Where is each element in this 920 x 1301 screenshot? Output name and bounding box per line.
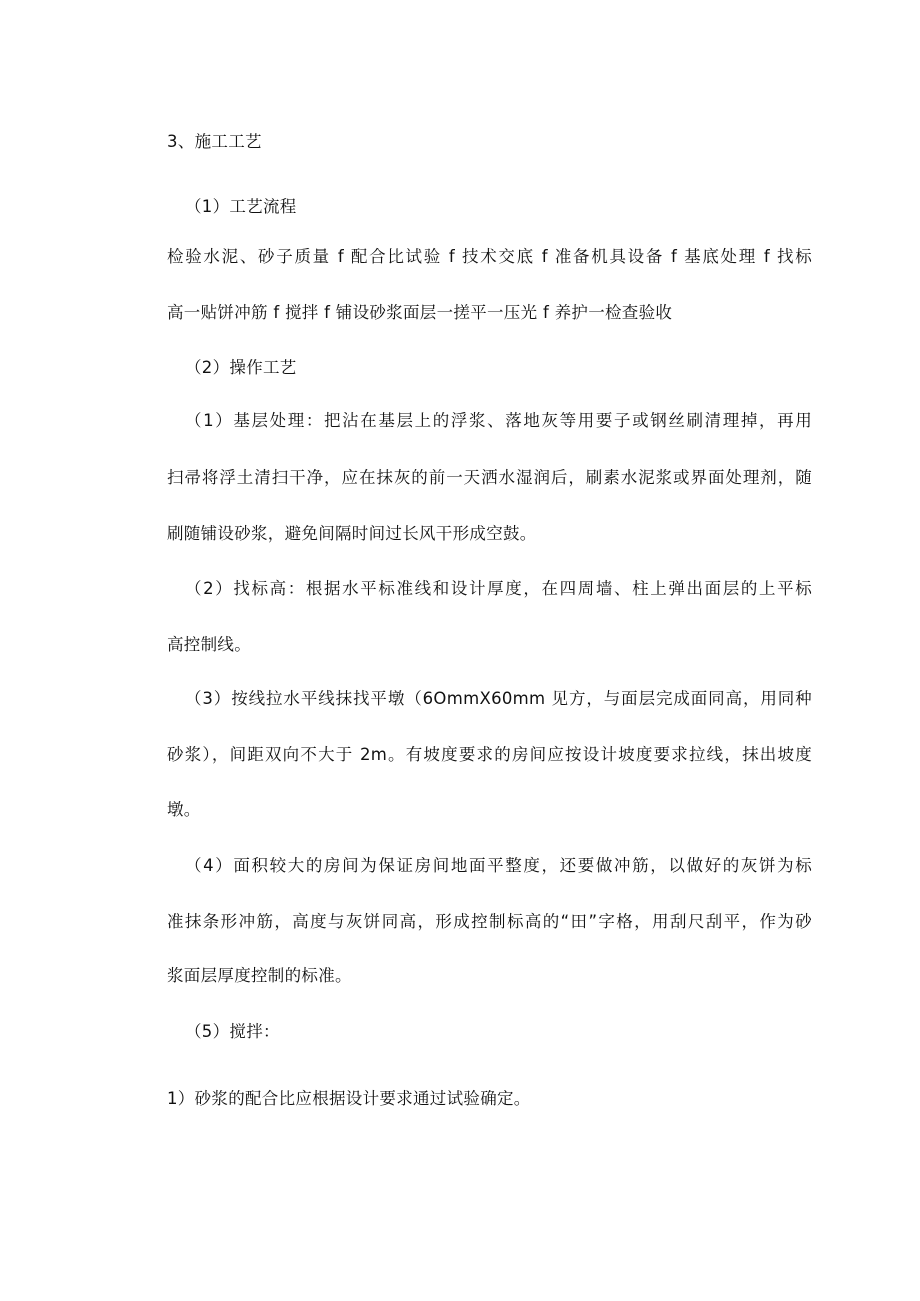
step-3-line: （3）按线拉水平线抹找平墩（6OmmX60mm 见方，与面层完成面同高，用同种 [185,689,812,708]
step-1-line: 扫帚将浮土清扫干净，应在抹灰的前一天洒水湿润后，刷素水泥浆或界面处理剂，随 [167,468,812,487]
process-flow-line: 高一贴饼冲筋 f 搅拌 f 铺设砂浆面层一搓平一压光 f 养护一检查验收 [167,303,673,322]
step-1-line: 刷随铺设砂浆，避免间隔时间过长风干形成空鼓。 [167,524,537,543]
step-4-line: 浆面层厚度控制的标准。 [167,966,352,985]
step-3-line: 墩。 [167,800,201,819]
process-flow-heading: （1）工艺流程 [185,197,297,216]
step-4-line: 准抹条形冲筋，高度与灰饼同高，形成控制标高的“田”字格，用刮尺刮平，作为砂 [167,912,812,931]
section-heading: 3、施工工艺 [167,132,262,151]
step-4-line: （4）面积较大的房间为保证房间地面平整度，还要做冲筋，以做好的灰饼为标 [185,856,812,875]
operation-heading: （2）操作工艺 [185,358,297,377]
step-3-line: 砂浆），间距双向不大于 2m。有坡度要求的房间应按设计坡度要求拉线，抹出坡度 [167,745,812,764]
step-2-line: 高控制线。 [167,635,251,654]
step-1-line: （1）基层处理：把沾在基层上的浮浆、落地灰等用要子或钢丝刷清理掉，再用 [185,411,812,430]
step-5-line: （5）搅拌： [185,1022,280,1041]
step-2-line: （2）找标高：根据水平标准线和设计厚度，在四周墙、柱上弹出面层的上平标 [185,579,812,598]
process-flow-line: 检验水泥、砂子质量 f 配合比试验 f 技术交底 f 准备机具设备 f 基底处理 f 找标 [167,247,812,266]
mixing-item: 1）砂浆的配合比应根据设计要求通过试验确定。 [167,1089,531,1108]
